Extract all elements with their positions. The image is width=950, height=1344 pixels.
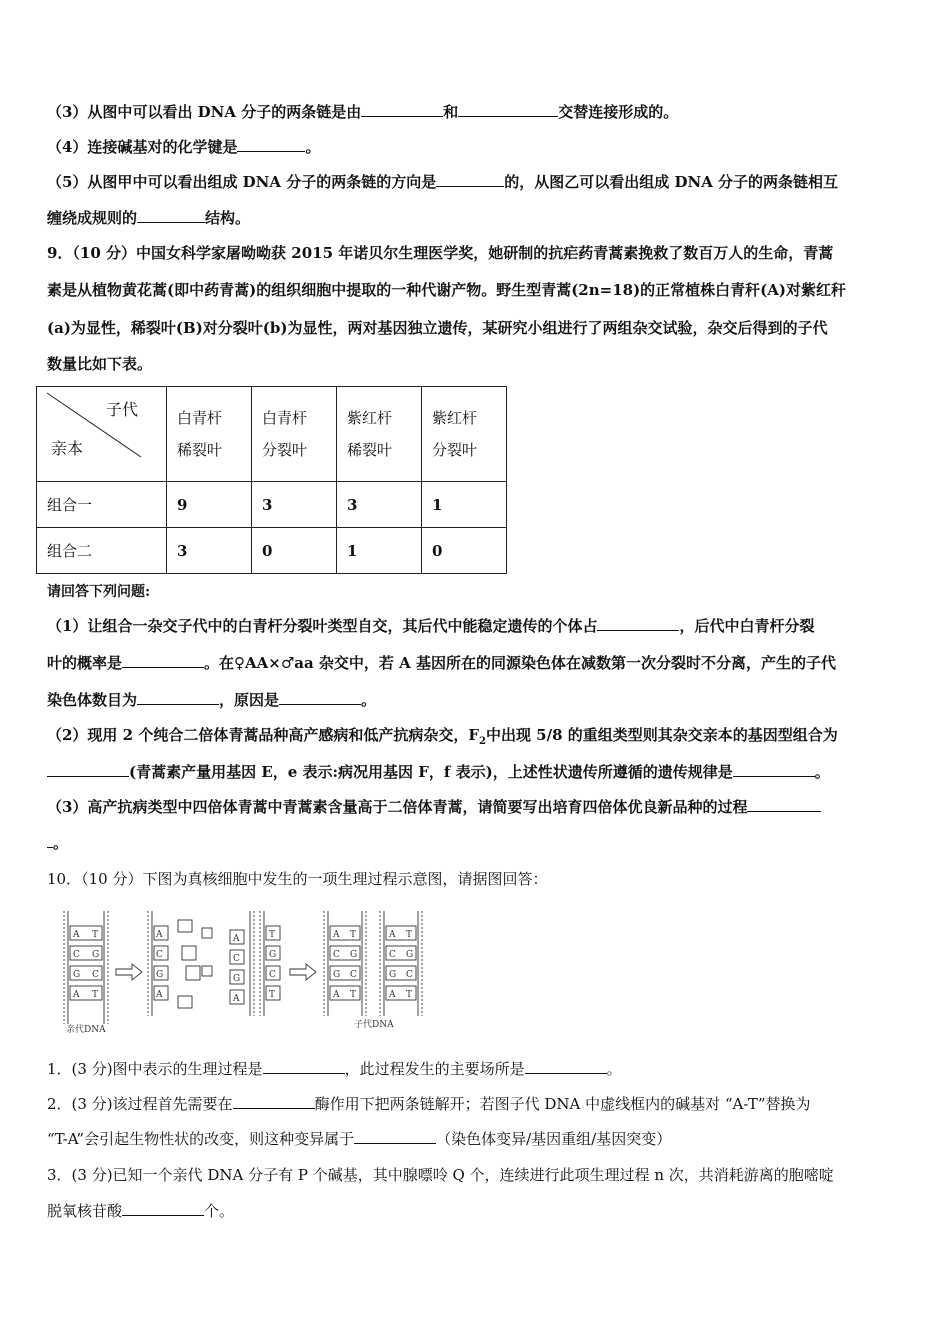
figure-label-parent: 亲代DNA [66, 1025, 106, 1034]
base: C [156, 950, 163, 960]
q9-stem-1: 9．（10 分）中国女科学家屠呦呦获 2015 年诺贝尔生理医学奖，她研制的抗疟药青蒿素挽救了数百万人的生命，青蒿 [47, 244, 834, 262]
q10-item1: 1．(3 分)图中表示的生理过程是 ，此过程发生的主要场所是 。 [47, 1060, 622, 1078]
base: G [389, 970, 397, 980]
cell: 9 [167, 482, 252, 528]
base: T [269, 990, 276, 1000]
cell: 1 [337, 528, 422, 574]
parent-dna [64, 911, 108, 1024]
base: G [406, 950, 414, 960]
blank[interactable] [525, 1059, 607, 1074]
arrow-icon [290, 964, 316, 980]
blank[interactable] [733, 762, 815, 777]
unwinding-stage [148, 911, 212, 1016]
blank[interactable] [137, 690, 219, 705]
row-label: 组合二 [37, 528, 167, 574]
base: T [350, 930, 357, 940]
q8-part5: （5）从图甲中可以看出组成 DNA 分子的两条链的方向是 的，从图乙可以看出组成 DNA 分子的两条链相互 [47, 173, 839, 191]
base: G [233, 974, 241, 984]
base: A [233, 934, 240, 944]
base: G [350, 950, 358, 960]
q9-ask: 请回答下列问题: [47, 584, 151, 600]
base: G [92, 950, 100, 960]
base: G [269, 950, 277, 960]
q10-item2-cont: “T-A”会引起生物性状的改变，则这种变异属于 （染色体变异/基因重组/基因突变） [47, 1130, 672, 1148]
q9-stem-4: 数量比如下表。 [47, 355, 153, 373]
base: C [269, 970, 276, 980]
q8-part5-cont: 缠绕成规则的 结构。 [47, 209, 251, 227]
base: T [92, 990, 99, 1000]
blank[interactable] [354, 1129, 436, 1144]
q9-sub3: （3）高产抗病类型中四倍体青蒿中青蒿素含量高于二倍体青蒿，请简要写出培育四倍体优良新品种的过程 [47, 797, 821, 817]
base: C [333, 950, 340, 960]
q9-sub2: （2）现用 2 个纯合二倍体青蒿品种高产感病和低产抗病杂交，$F_2$中出现 5/8 的重组类型则其杂交亲本的基因型组合为 [47, 726, 838, 747]
col-header: 紫红杆 稀裂叶 [337, 387, 422, 482]
blank[interactable] [279, 690, 361, 705]
figure-label-child: 子代DNA [354, 1020, 394, 1030]
diagonal-line [37, 387, 166, 482]
base: C [233, 954, 240, 964]
blank[interactable] [263, 1059, 345, 1074]
cell: 1 [422, 482, 507, 528]
base: A [333, 930, 340, 940]
row-label: 组合一 [37, 482, 167, 528]
base: A [156, 990, 163, 1000]
base: C [73, 950, 80, 960]
base: C [92, 970, 99, 980]
base: G [333, 970, 341, 980]
table-row [37, 482, 507, 528]
base: T [92, 930, 99, 940]
base: A [389, 990, 396, 1000]
arrow-icon [116, 964, 142, 980]
base: C [350, 970, 357, 980]
q9-sub2-cont: (青蒿素产量用基因 E，e 表示:病况用基因 F，f 表示)，上述性状遗传所遵循的遗传规律是 。 [47, 762, 830, 782]
base: G [73, 970, 81, 980]
blank[interactable] [361, 102, 443, 117]
base: A [233, 994, 240, 1004]
q9-sub1-cont2: 染色体数目为 ，原因是 。 [47, 691, 377, 709]
base: A [156, 930, 163, 940]
blank[interactable] [237, 137, 305, 152]
base: A [73, 990, 80, 1000]
base: G [156, 970, 164, 980]
q8-part3: （3）从图中可以看出 DNA 分子的两条链是由 和 交替连接形成的。 [47, 103, 679, 121]
table-corner-cell [37, 387, 167, 482]
daughter-dna [324, 911, 366, 1016]
base: A [333, 990, 340, 1000]
corner-top-label: 子代 [105, 400, 138, 419]
q9-stem-3: (a)为显性，稀裂叶(B)对分裂叶(b)为显性，两对基因独立遗传，某研究小组进行了两组杂交试验，杂交后得到的子代 [47, 319, 828, 337]
blank[interactable] [436, 172, 504, 187]
blank[interactable] [233, 1094, 315, 1109]
offspring-ratio-table [36, 386, 507, 574]
base: C [389, 950, 396, 960]
base: T [350, 990, 357, 1000]
blank[interactable] [747, 797, 821, 812]
base: A [73, 930, 80, 940]
daughter-dna [380, 911, 422, 1016]
col-header: 白青杆 稀裂叶 [167, 387, 252, 482]
blank[interactable] [458, 102, 558, 117]
q9-sub3-cont: 。 [47, 833, 68, 853]
q10-item3-cont: 脱氧核苷酸 个。 [47, 1202, 235, 1220]
q10-item2: 2．(3 分)该过程首先需要在 酶作用下把两条链解开；若图子代 DNA 中虚线框内的碱基对 “A-T”替换为 [47, 1095, 811, 1113]
blank[interactable] [137, 208, 205, 223]
corner-bottom-label: 亲本 [51, 439, 84, 458]
q9-stem-2: 素是从植物黄花蒿(即中药青蒿)的组织细胞中提取的一种代谢产物。野生型青蒿(2n=18)的正常植株白青秆(A)对紫红秆 [47, 281, 847, 299]
base: T [406, 930, 413, 940]
cell: 0 [422, 528, 507, 574]
cell: 0 [252, 528, 337, 574]
cell: 3 [337, 482, 422, 528]
col-header: 紫红杆 分裂叶 [422, 387, 507, 482]
blank[interactable] [122, 653, 204, 668]
col-header: 白青杆 分裂叶 [252, 387, 337, 482]
q9-sub1: （1）让组合一杂交子代中的白青杆分裂叶类型自交，其后代中能稳定遗传的个体占 ，后代中白青杆分裂 [47, 617, 815, 635]
cell: 3 [252, 482, 337, 528]
q9-sub1-cont: 叶的概率是 。在♀AA×♂aa 杂交中，若 A 基因所在的同源染色体在减数第一次分裂时不分离，产生的子代 [47, 654, 837, 672]
blank[interactable] [597, 616, 679, 631]
q8-part4: （4）连接碱基对的化学键是 。 [47, 138, 321, 156]
pairing-stage [230, 911, 280, 1016]
base: T [269, 930, 276, 940]
base: C [406, 970, 413, 980]
blank[interactable] [47, 762, 129, 777]
q10-item3: 3．(3 分)已知一个亲代 DNA 分子有 P 个碱基，其中腺嘌呤 Q 个，连续进行此项生理过程 n 次，共消耗游离的胞嘧啶 [47, 1166, 834, 1184]
blank[interactable] [122, 1201, 204, 1216]
q10-title: 10．（10 分）下图为真核细胞中发生的一项生理过程示意图，请据图回答： [47, 870, 548, 888]
cell: 3 [167, 528, 252, 574]
base: A [389, 930, 396, 940]
dna-replication-figure [58, 906, 438, 1034]
table-row [37, 528, 507, 574]
base: T [406, 990, 413, 1000]
